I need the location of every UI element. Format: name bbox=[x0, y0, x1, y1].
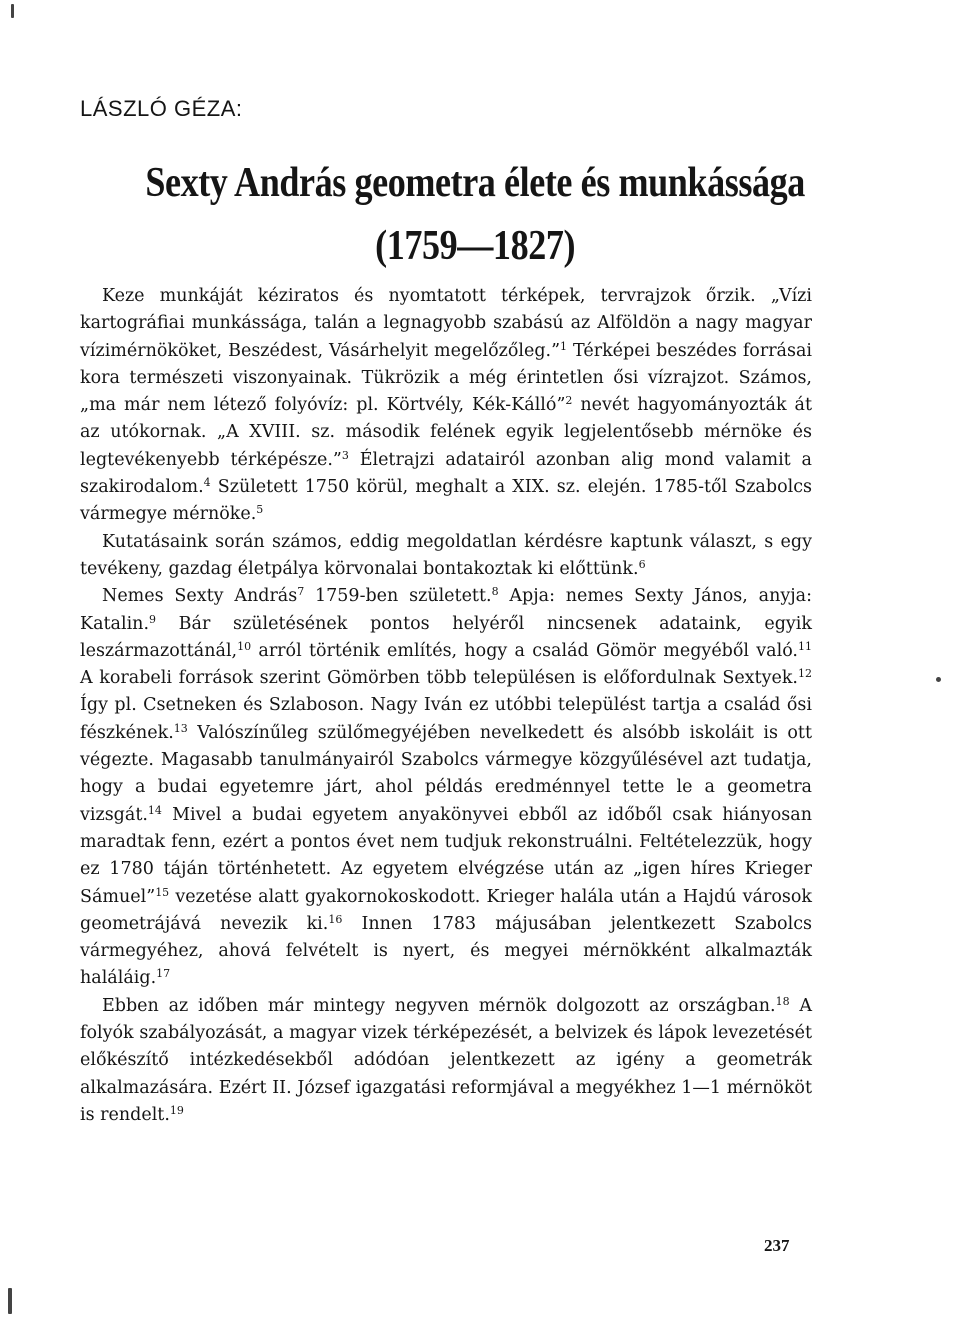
text-run: A folyók szabályozását, a magyar vizek térképezését, a belvizek és lápok levezetését előkészítő intézkedésekből adódóan jelentkezett az igény a geometrák alkalmazására. Ezért II. József igazgatási reformjával a megyékhez 1—1 mérnököt is rendelt. bbox=[80, 995, 813, 1125]
author-name: LÁSZLÓ GÉZA: bbox=[80, 96, 243, 121]
paragraph bbox=[80, 583, 812, 992]
footnote-ref: 16 bbox=[328, 912, 343, 926]
text-run: Ebben az időben már mintegy negyven mérnök dolgozott az országban. bbox=[102, 995, 776, 1016]
footnote-ref: 10 bbox=[237, 639, 252, 653]
scan-speck bbox=[936, 677, 941, 682]
footnote-ref: 19 bbox=[169, 1103, 184, 1117]
title-line-2: (1759—1827) bbox=[375, 223, 576, 269]
footnote-ref: 6 bbox=[638, 557, 646, 571]
paragraph bbox=[80, 283, 812, 529]
text-run: Innen 1783 májusában jelentkezett Szabolcs vármegyéhez, ahová felvételt is nyert, és megyei mérnökként alkalmazták haláláig. bbox=[80, 913, 812, 989]
footnote-ref: 13 bbox=[173, 721, 188, 735]
footnote-ref: 14 bbox=[147, 803, 162, 817]
text-run: nevét hagyományozták át az utókornak. „A XVIII. sz. második felének egyik legjelentősebb mérnöke és legtevékenyebb térképésze.” bbox=[80, 395, 812, 470]
text-run: A korabeli források szerint Gömörben több településen is előfordulnak Sextyek. bbox=[80, 668, 798, 689]
text-run: Térképei beszédes forrásai kora természeti viszonyainak. Tükrözik a még érintetlen ősi vízrajzot. Számos, „ma már nem létező folyóvíz: pl. Körtvély, Kék-Kálló” bbox=[80, 340, 813, 416]
paragraph bbox=[80, 529, 812, 584]
footnote-ref: 8 bbox=[491, 585, 499, 599]
footnote-ref: 15 bbox=[155, 885, 170, 899]
footnote-ref: 17 bbox=[156, 967, 171, 981]
scan-speck bbox=[8, 1288, 12, 1314]
paragraph bbox=[80, 993, 812, 1129]
text-run: Mivel a budai egyetem anyakönyvei ebből az időből csak hiányosan maradtak fenn, ezért a pontos évet nem tudjuk rekonstruálni. Feltételezzük, hogy ez 1780 táján történhetett. Az egyetem elvégzése után az „igen híres Krieger Sámuel” bbox=[80, 804, 812, 907]
footnote-ref: 5 bbox=[256, 503, 264, 517]
article-title bbox=[62, 152, 888, 278]
footnote-ref: 7 bbox=[297, 585, 305, 599]
footnote-ref: 2 bbox=[565, 394, 573, 408]
scan-speck bbox=[11, 4, 14, 18]
footnote-ref: 11 bbox=[798, 639, 812, 653]
page-number: 237 bbox=[764, 1236, 790, 1255]
footnote-ref: 4 bbox=[203, 476, 211, 490]
article-body bbox=[80, 283, 812, 1129]
text-run: 1759-ben született. bbox=[304, 586, 492, 607]
footnote-ref: 12 bbox=[798, 667, 812, 681]
footnote-ref: 3 bbox=[341, 448, 349, 462]
text-run: Valószínűleg szülőmegyéjében nevelkedett és alsóbb iskoláit is ott végezte. Magasabb tanulmányairól Szabolcs vármegye közgyűlésével azt tudatja, hogy a budai egyetemre járt, ahol példás eredménnyel tette le a geometra vizsgát. bbox=[80, 722, 812, 825]
text-run: Született 1750 körül, meghalt a XIX. sz. elején. 1785-től Szabolcs vármegye mérnöke. bbox=[80, 477, 812, 525]
text-run: Így pl. Csetneken és Szlaboson. Nagy Iván ez utóbbi települést tartja a család ősi fészkének. bbox=[80, 695, 812, 743]
footnote-ref: 18 bbox=[775, 994, 790, 1008]
text-run: Életrajzi adatairól azonban alig mond valamit a szakirodalom. bbox=[80, 449, 812, 498]
title-line-1: Sexty András geometra élete és munkássága bbox=[145, 160, 805, 206]
text-run: Keze munkáját kéziratos és nyomtatott térképek, tervrajzok őrzik. „Vízi kartográfiai munkássága, talán a legnagyobb szabású az Alföldön a nagy magyar vízimérnököket, Beszédest, Vásárhelyit megelőzőleg.” bbox=[80, 286, 812, 361]
text-run: Apja: nemes Sexty János, anyja: Katalin. bbox=[80, 586, 812, 634]
footnote-ref: 9 bbox=[149, 612, 157, 626]
text-run: Nemes Sexty András bbox=[102, 586, 298, 607]
text-run: arról történik említés, hogy a család Gömör megyéből való. bbox=[251, 640, 798, 661]
text-run: Bár születésének pontos helyéről nincsenek adataink, egyik leszármazottánál, bbox=[80, 613, 812, 661]
text-run: Kutatásaink során számos, eddig megoldatlan kérdésre kaptunk választ, s egy tevékeny, gazdag életpálya körvonalai bontakoztak ki előttünk. bbox=[80, 531, 812, 579]
text-run: vezetése alatt gyakornokoskodott. Krieger halála után a Hajdú városok geometrájává nevezik ki. bbox=[80, 886, 812, 934]
footnote-ref: 1 bbox=[560, 339, 568, 353]
